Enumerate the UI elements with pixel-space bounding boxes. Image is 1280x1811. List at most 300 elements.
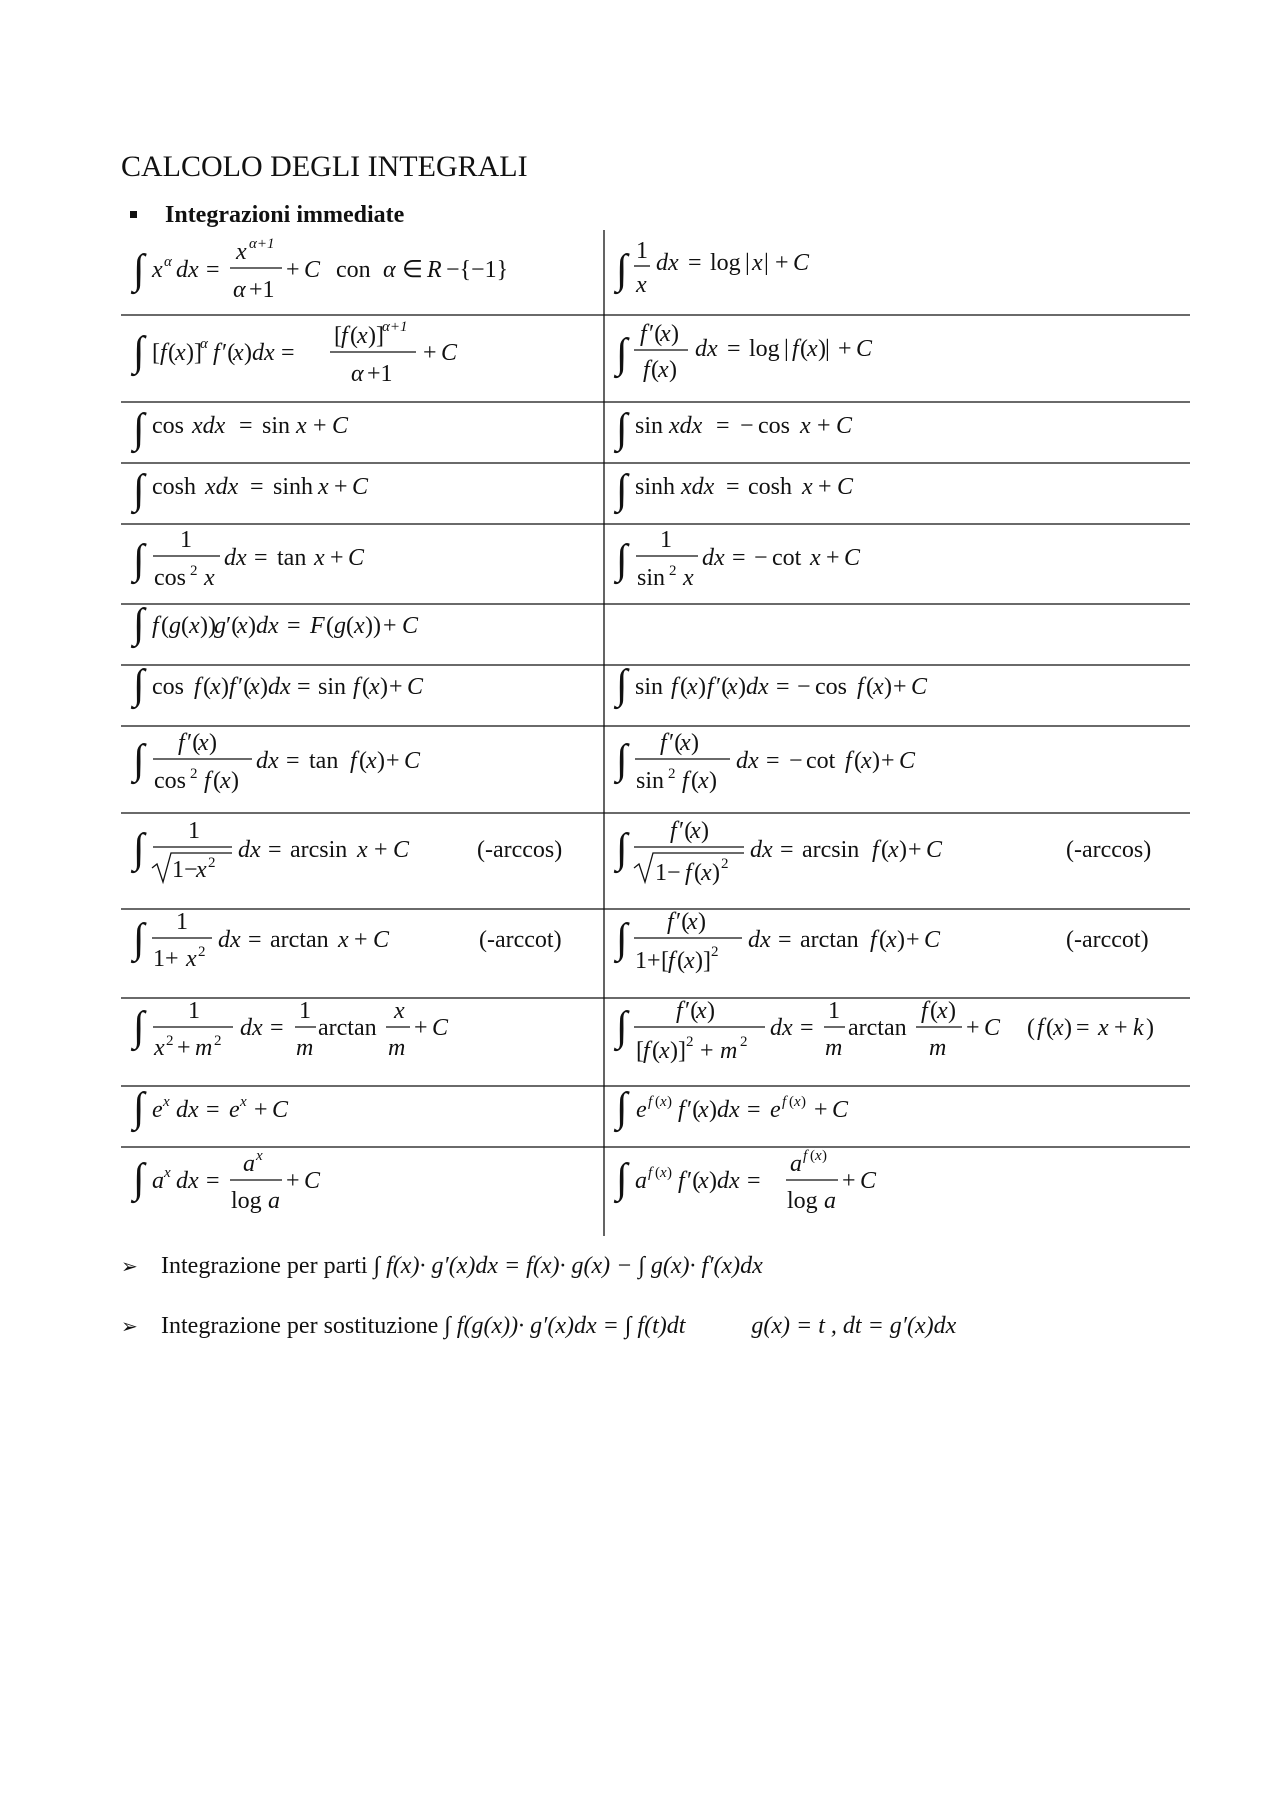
svg-text:): ) bbox=[884, 674, 892, 700]
svg-text:e: e bbox=[770, 1097, 781, 1123]
svg-text:f: f bbox=[678, 1168, 685, 1194]
svg-text:(: ( bbox=[881, 837, 889, 863]
svg-text:−{−1}: −{−1} bbox=[446, 257, 509, 283]
svg-text:C: C bbox=[899, 748, 916, 774]
svg-text:f: f bbox=[707, 674, 714, 700]
formula-log-chain bbox=[613, 321, 873, 383]
svg-text:−: − bbox=[740, 413, 754, 439]
svg-text:2: 2 bbox=[740, 1034, 748, 1050]
svg-text:): ) bbox=[818, 336, 826, 362]
svg-text:x: x bbox=[189, 613, 200, 639]
svg-text:x: x bbox=[698, 1168, 709, 1194]
svg-text:): ) bbox=[669, 357, 677, 383]
svg-text:∫: ∫ bbox=[133, 1156, 145, 1202]
svg-text:f: f bbox=[782, 1094, 787, 1110]
svg-text:=: = bbox=[727, 336, 741, 362]
formula-cot-chain bbox=[613, 730, 916, 794]
svg-text:(: ( bbox=[346, 613, 354, 639]
svg-text:dx: dx bbox=[695, 336, 718, 362]
svg-text:α: α bbox=[200, 336, 208, 352]
svg-text:x: x bbox=[660, 321, 671, 347]
svg-text:a: a bbox=[152, 1168, 164, 1194]
formula-tan-chain bbox=[130, 730, 421, 794]
svg-text:C: C bbox=[304, 257, 321, 283]
svg-text:=: = bbox=[716, 413, 730, 439]
svg-text:∫: ∫ bbox=[616, 1156, 628, 1202]
formula-sin bbox=[613, 406, 853, 454]
svg-text:∫: ∫ bbox=[616, 467, 628, 513]
svg-text:−: − bbox=[789, 748, 803, 774]
svg-text:): ) bbox=[377, 748, 385, 774]
page-title: CALCOLO DEGLI INTEGRALI bbox=[121, 150, 528, 183]
svg-text:x: x bbox=[886, 927, 897, 953]
svg-text:+: + bbox=[775, 250, 789, 276]
svg-text:x: x bbox=[196, 857, 207, 883]
svg-text:f: f bbox=[857, 674, 864, 700]
svg-text:=: = bbox=[248, 927, 262, 953]
svg-text:=: = bbox=[778, 927, 792, 953]
svg-text:′(: ′( bbox=[187, 730, 201, 756]
svg-text:(: ( bbox=[655, 1165, 660, 1181]
svg-text:dx: dx bbox=[717, 1097, 740, 1123]
svg-text:a: a bbox=[635, 1168, 647, 1194]
svg-text:+: + bbox=[908, 837, 922, 863]
svg-text:f: f bbox=[845, 748, 852, 774]
svg-text:+: + bbox=[330, 545, 344, 571]
formula-cos-chain bbox=[130, 662, 424, 710]
svg-text:C: C bbox=[393, 837, 410, 863]
svg-text:′(: ′( bbox=[679, 818, 693, 844]
formula-power-rule bbox=[130, 236, 508, 303]
svg-text:x: x bbox=[861, 748, 872, 774]
formula-arctan-chain bbox=[613, 909, 1149, 974]
svg-text:+: + bbox=[383, 613, 397, 639]
svg-text:a: a bbox=[268, 1188, 280, 1214]
svg-text:)]: )] bbox=[670, 1038, 686, 1064]
svg-text:m: m bbox=[825, 1035, 843, 1061]
svg-text:C: C bbox=[402, 613, 419, 639]
svg-text:2: 2 bbox=[190, 563, 198, 579]
svg-text:dx: dx bbox=[256, 748, 279, 774]
svg-text:=: = bbox=[270, 1015, 284, 1041]
formula-arctan-m bbox=[130, 998, 449, 1061]
svg-text:): ) bbox=[667, 1165, 672, 1181]
svg-text:[: [ bbox=[636, 1038, 644, 1064]
svg-text:dx: dx bbox=[702, 545, 725, 571]
svg-text:x: x bbox=[683, 565, 694, 591]
svg-text:1: 1 bbox=[188, 998, 200, 1024]
svg-text:∫: ∫ bbox=[133, 601, 145, 647]
svg-text:x: x bbox=[690, 818, 701, 844]
svg-text:(: ( bbox=[800, 336, 808, 362]
svg-text:cos: cos bbox=[815, 674, 847, 700]
svg-text:)]: )] bbox=[368, 323, 384, 349]
svg-text:(: ( bbox=[655, 1094, 660, 1110]
svg-text:1: 1 bbox=[660, 527, 672, 553]
svg-text:(: ( bbox=[181, 613, 189, 639]
svg-text:x: x bbox=[357, 837, 368, 863]
svg-text:log: log bbox=[231, 1188, 262, 1214]
svg-text:x: x bbox=[198, 730, 209, 756]
svg-text:f: f bbox=[213, 340, 220, 366]
svg-text:dx: dx bbox=[748, 927, 771, 953]
svg-text:x: x bbox=[680, 730, 691, 756]
svg-text:x: x bbox=[660, 1165, 667, 1181]
svg-text:(: ( bbox=[168, 340, 176, 366]
formula-cosh bbox=[130, 467, 369, 515]
svg-text:): ) bbox=[707, 998, 715, 1024]
svg-text:f: f bbox=[668, 948, 675, 974]
svg-text:∫: ∫ bbox=[133, 329, 145, 375]
svg-text:f: f bbox=[341, 323, 348, 349]
svg-text:+: + bbox=[818, 474, 832, 500]
svg-text:x: x bbox=[687, 909, 698, 935]
svg-text:m: m bbox=[195, 1035, 213, 1061]
svg-text:−: − bbox=[754, 545, 768, 571]
svg-text:dx: dx bbox=[176, 1097, 199, 1123]
svg-text:x: x bbox=[727, 674, 738, 700]
svg-text:): ) bbox=[872, 748, 880, 774]
svg-text:x: x bbox=[210, 674, 221, 700]
svg-text:2: 2 bbox=[166, 1033, 174, 1049]
svg-text:x: x bbox=[236, 239, 247, 265]
svg-text:C: C bbox=[924, 927, 941, 953]
svg-text:C: C bbox=[407, 674, 424, 700]
svg-text:′(: ′( bbox=[238, 674, 252, 700]
svg-text:x: x bbox=[240, 1094, 247, 1110]
svg-text:(: ( bbox=[680, 674, 688, 700]
svg-text:+: + bbox=[286, 1168, 300, 1194]
svg-text:)]: )] bbox=[186, 340, 202, 366]
svg-text:x: x bbox=[366, 748, 377, 774]
note-arccot-left: (-arccot) bbox=[479, 927, 562, 953]
svg-text:C: C bbox=[984, 1015, 1001, 1041]
svg-text:x: x bbox=[696, 998, 707, 1024]
svg-text:x: x bbox=[807, 336, 818, 362]
svg-text:dx: dx bbox=[224, 545, 247, 571]
svg-text:1: 1 bbox=[828, 998, 840, 1024]
svg-text:x: x bbox=[659, 1038, 670, 1064]
svg-text:+: + bbox=[906, 927, 920, 953]
svg-text:(: ( bbox=[810, 1148, 815, 1164]
svg-text:∫: ∫ bbox=[133, 1085, 145, 1131]
svg-text:′(: ′( bbox=[222, 340, 236, 366]
parti-formula: ∫ f(x)· g′(x)dx = f(x)· g(x) − ∫ g(x)· f′(x)dx bbox=[373, 1253, 763, 1279]
svg-text:∫: ∫ bbox=[616, 1085, 628, 1131]
svg-text:=: = bbox=[254, 545, 268, 571]
svg-text:=: = bbox=[239, 413, 253, 439]
svg-text:x: x bbox=[369, 674, 380, 700]
svg-text:): ) bbox=[667, 1094, 672, 1110]
svg-text:(: ( bbox=[651, 357, 659, 383]
svg-text:dx: dx bbox=[238, 837, 261, 863]
svg-text:x: x bbox=[794, 1094, 801, 1110]
svg-text:x: x bbox=[658, 357, 669, 383]
svg-text:+: + bbox=[374, 837, 388, 863]
svg-text:2: 2 bbox=[190, 766, 198, 782]
svg-text:α: α bbox=[351, 361, 364, 387]
svg-text:C: C bbox=[332, 413, 349, 439]
svg-text:C: C bbox=[272, 1097, 289, 1123]
svg-text:x: x bbox=[810, 545, 821, 571]
svg-text:+: + bbox=[893, 674, 907, 700]
svg-text:C: C bbox=[793, 250, 810, 276]
svg-text:∫: ∫ bbox=[616, 331, 628, 377]
svg-text:′(: ′( bbox=[687, 1097, 701, 1123]
formula-exp bbox=[130, 1085, 289, 1133]
svg-text:dx: dx bbox=[656, 250, 679, 276]
svg-text:sin: sin bbox=[635, 674, 664, 700]
svg-text:x: x bbox=[318, 474, 329, 500]
svg-text:|: | bbox=[745, 250, 750, 276]
svg-text:): ) bbox=[244, 340, 252, 366]
svg-text:′(: ′( bbox=[676, 909, 690, 935]
svg-text:C: C bbox=[860, 1168, 877, 1194]
svg-text:f: f bbox=[648, 1165, 653, 1181]
svg-text:f: f bbox=[671, 674, 678, 700]
svg-text:): ) bbox=[691, 730, 699, 756]
svg-text:x: x bbox=[752, 250, 763, 276]
svg-text:cos: cos bbox=[154, 768, 186, 794]
svg-text:f: f bbox=[921, 998, 928, 1024]
svg-text:[: [ bbox=[334, 323, 342, 349]
svg-text:): ) bbox=[712, 860, 720, 886]
svg-text:con: con bbox=[336, 257, 371, 283]
svg-text:f: f bbox=[670, 818, 677, 844]
svg-text:): ) bbox=[248, 613, 256, 639]
svg-text:C: C bbox=[373, 927, 390, 953]
svg-text:e: e bbox=[229, 1097, 240, 1123]
svg-text:[: [ bbox=[661, 948, 669, 974]
formula-arcsin-chain bbox=[613, 818, 1151, 886]
svg-text:+: + bbox=[817, 413, 831, 439]
svg-text:C: C bbox=[844, 545, 861, 571]
svg-text:x: x bbox=[186, 946, 197, 972]
svg-text:2: 2 bbox=[711, 944, 719, 960]
svg-text:(: ( bbox=[326, 613, 334, 639]
svg-text:f: f bbox=[870, 927, 877, 953]
formula-composite bbox=[130, 601, 419, 649]
svg-text:1+: 1+ bbox=[635, 948, 661, 974]
formula-sin-chain bbox=[613, 662, 928, 710]
svg-text:f: f bbox=[792, 336, 799, 362]
svg-text:log: log bbox=[710, 250, 741, 276]
svg-text:x: x bbox=[354, 613, 365, 639]
svg-text:C: C bbox=[856, 336, 873, 362]
svg-text:x: x bbox=[175, 340, 186, 366]
svg-text:1: 1 bbox=[176, 909, 188, 935]
svg-text:x: x bbox=[154, 1035, 165, 1061]
formula-csc-squared bbox=[613, 527, 861, 591]
arrow-bullet-icon: ➢ bbox=[121, 1254, 138, 1278]
svg-text:x: x bbox=[800, 413, 811, 439]
svg-text:x: x bbox=[1053, 1015, 1064, 1041]
svg-text:f: f bbox=[872, 837, 879, 863]
svg-text:|: | bbox=[764, 250, 769, 276]
svg-text:): ) bbox=[231, 768, 239, 794]
svg-text:C: C bbox=[304, 1168, 321, 1194]
svg-text:(: ( bbox=[203, 674, 211, 700]
svg-text:′(: ′( bbox=[716, 674, 730, 700]
sostituzione-extra: g(x) = t , dt = g′(x)dx bbox=[751, 1313, 957, 1339]
svg-text:f: f bbox=[643, 357, 650, 383]
svg-text:=: = bbox=[776, 674, 790, 700]
svg-text:x: x bbox=[698, 1097, 709, 1123]
svg-text:=: = bbox=[800, 1015, 814, 1041]
svg-text:a: a bbox=[824, 1188, 836, 1214]
svg-text:dx: dx bbox=[176, 1168, 199, 1194]
svg-text:2: 2 bbox=[208, 855, 216, 871]
svg-text:(: ( bbox=[789, 1094, 794, 1110]
svg-text:∫: ∫ bbox=[133, 737, 145, 783]
svg-text:): ) bbox=[822, 1148, 827, 1164]
svg-text:): ) bbox=[1064, 1015, 1072, 1041]
svg-text:f: f bbox=[803, 1148, 808, 1164]
svg-text:dx: dx bbox=[746, 674, 769, 700]
svg-text:+1: +1 bbox=[249, 277, 275, 303]
note-arccos-left: (-arccos) bbox=[477, 837, 563, 863]
parti-label: Integrazione per parti bbox=[161, 1253, 368, 1279]
svg-text:+1: +1 bbox=[367, 361, 393, 387]
formula-log bbox=[613, 238, 810, 298]
svg-text:f: f bbox=[178, 730, 185, 756]
svg-text:=: = bbox=[250, 474, 264, 500]
svg-text:f: f bbox=[676, 998, 683, 1024]
note-arccot-right: (-arccot) bbox=[1066, 927, 1149, 953]
formula-a-exp bbox=[130, 1148, 321, 1214]
svg-text:1: 1 bbox=[188, 818, 200, 844]
svg-text:f: f bbox=[667, 909, 674, 935]
svg-text:sinh: sinh bbox=[273, 474, 314, 500]
formula-arctan bbox=[130, 909, 562, 972]
svg-text:): ) bbox=[671, 321, 679, 347]
svg-text:(: ( bbox=[359, 748, 367, 774]
svg-text:∫: ∫ bbox=[616, 406, 628, 452]
svg-text:=: = bbox=[780, 837, 794, 863]
svg-text:arctan: arctan bbox=[800, 927, 859, 953]
svg-text:∫: ∫ bbox=[133, 826, 145, 872]
svg-text:(: ( bbox=[854, 748, 862, 774]
svg-text:1−: 1− bbox=[655, 860, 681, 886]
svg-text:f: f bbox=[1037, 1015, 1044, 1041]
svg-text:cos: cos bbox=[154, 565, 186, 591]
svg-text:∫: ∫ bbox=[133, 247, 145, 293]
svg-text:): ) bbox=[948, 998, 956, 1024]
svg-text:e: e bbox=[152, 1097, 163, 1123]
svg-text:tan: tan bbox=[309, 748, 339, 774]
svg-text:∫: ∫ bbox=[133, 1004, 145, 1050]
svg-text:C: C bbox=[837, 474, 854, 500]
svg-text:): ) bbox=[260, 674, 268, 700]
svg-text:(: ( bbox=[677, 948, 685, 974]
svg-text:x: x bbox=[684, 948, 695, 974]
svg-text:x: x bbox=[296, 413, 307, 439]
svg-text:α: α bbox=[164, 254, 172, 270]
svg-text:=: = bbox=[287, 613, 301, 639]
svg-text:): ) bbox=[698, 674, 706, 700]
svg-text:cosh: cosh bbox=[748, 474, 792, 500]
svg-text:∫: ∫ bbox=[133, 467, 145, 513]
svg-text:f: f bbox=[194, 674, 201, 700]
svg-text:arcsin: arcsin bbox=[802, 837, 860, 863]
svg-text:f: f bbox=[643, 1038, 650, 1064]
svg-text:x: x bbox=[237, 613, 248, 639]
svg-text:α: α bbox=[383, 257, 396, 283]
svg-text:(: ( bbox=[930, 998, 938, 1024]
svg-text:f: f bbox=[648, 1094, 653, 1110]
svg-text:): ) bbox=[709, 1168, 717, 1194]
svg-text:): ) bbox=[209, 730, 217, 756]
svg-text:+: + bbox=[334, 474, 348, 500]
svg-text:x: x bbox=[802, 474, 813, 500]
svg-text:): ) bbox=[897, 927, 905, 953]
svg-text:xdx: xdx bbox=[681, 474, 715, 500]
svg-text:x: x bbox=[164, 1165, 171, 1181]
svg-text:∫: ∫ bbox=[133, 662, 145, 708]
svg-text:′(: ′( bbox=[685, 998, 699, 1024]
svg-text:x: x bbox=[698, 768, 709, 794]
svg-text:+: + bbox=[177, 1035, 191, 1061]
svg-text:=: = bbox=[206, 1168, 220, 1194]
svg-text:2: 2 bbox=[721, 856, 729, 872]
svg-text:m: m bbox=[388, 1035, 406, 1061]
svg-text:=: = bbox=[297, 674, 311, 700]
svg-text:+: + bbox=[838, 336, 852, 362]
svg-text:dx: dx bbox=[268, 674, 291, 700]
svg-text:(: ( bbox=[694, 860, 702, 886]
formula-arcsin bbox=[130, 818, 562, 883]
svg-text:∫: ∫ bbox=[616, 1004, 628, 1050]
svg-text:=: = bbox=[747, 1097, 761, 1123]
sostituzione-formula: ∫ f(g(x))· g′(x)dx = ∫ f(t)dt bbox=[444, 1313, 686, 1339]
svg-text:+: + bbox=[254, 1097, 268, 1123]
svg-text:2: 2 bbox=[668, 766, 676, 782]
svg-text:x: x bbox=[873, 674, 884, 700]
svg-text:2: 2 bbox=[686, 1034, 694, 1050]
svg-text:): ) bbox=[380, 674, 388, 700]
svg-text:xdx: xdx bbox=[205, 474, 239, 500]
svg-text:dx: dx bbox=[717, 1168, 740, 1194]
svg-text:sin: sin bbox=[262, 413, 291, 439]
formula-power-chain bbox=[130, 319, 458, 387]
svg-text:): ) bbox=[709, 768, 717, 794]
svg-text:∫: ∫ bbox=[133, 916, 145, 962]
svg-text:dx: dx bbox=[750, 837, 773, 863]
svg-text:C: C bbox=[404, 748, 421, 774]
svg-text:x: x bbox=[701, 860, 712, 886]
svg-text:=: = bbox=[688, 250, 702, 276]
svg-text:f: f bbox=[160, 340, 167, 366]
svg-text:1+: 1+ bbox=[153, 946, 179, 972]
svg-text:1−: 1− bbox=[172, 857, 198, 883]
svg-text:α+1: α+1 bbox=[249, 236, 275, 252]
svg-text:∫: ∫ bbox=[616, 737, 628, 783]
svg-text:C: C bbox=[832, 1097, 849, 1123]
svg-text:xdx: xdx bbox=[669, 413, 703, 439]
note-arccos-right: (-arccos) bbox=[1066, 837, 1152, 863]
svg-text:f: f bbox=[685, 860, 692, 886]
svg-text:=: = bbox=[726, 474, 740, 500]
svg-text:(: ( bbox=[866, 674, 874, 700]
svg-text:x: x bbox=[636, 272, 647, 298]
svg-text:cosh: cosh bbox=[152, 474, 196, 500]
svg-text:e: e bbox=[636, 1097, 647, 1123]
svg-text:arctan: arctan bbox=[270, 927, 329, 953]
svg-text:=: = bbox=[1076, 1015, 1090, 1041]
svg-text:=: = bbox=[732, 545, 746, 571]
svg-text:dx: dx bbox=[256, 613, 279, 639]
svg-text:): ) bbox=[899, 837, 907, 863]
